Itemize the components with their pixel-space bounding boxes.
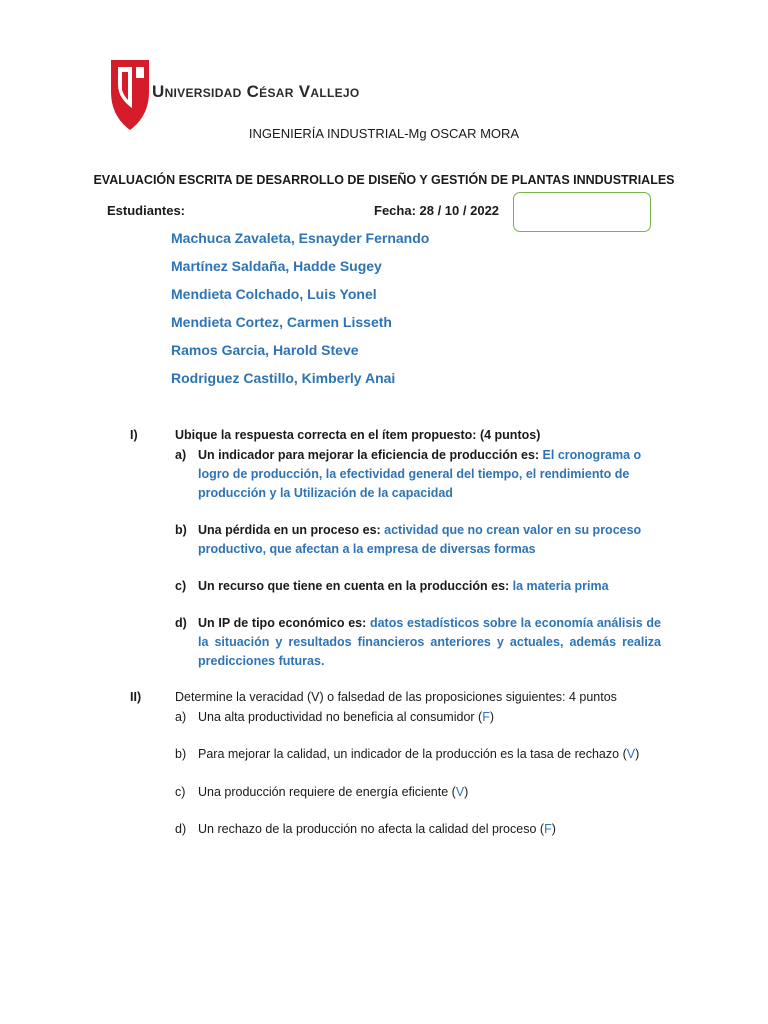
paren-close: ) [635, 747, 640, 761]
item-letter: d) [175, 616, 187, 630]
university-shield-icon [108, 58, 152, 132]
student-name: Ramos Garcia, Harold Steve [171, 342, 359, 358]
student-name: Machuca Zavaleta, Esnayder Fernando [171, 230, 430, 246]
university-name: Universidad César Vallejo [152, 82, 360, 101]
date-label: Fecha: 28 / 10 / 2022 [374, 203, 500, 218]
section-1-prompt: Ubique la respuesta correcta en el ítem propuesto: (4 puntos) [175, 428, 541, 442]
item-question: Un recurso que tiene en cuenta en la producción es: [198, 579, 513, 593]
section-1-item-b [175, 521, 661, 559]
student-name: Mendieta Colchado, Luis Yonel [171, 286, 377, 302]
true-false-answer: V [626, 747, 636, 761]
paren-close: ) [464, 785, 469, 799]
section-2-number: II) [130, 690, 142, 704]
item-answer: la materia prima [512, 579, 609, 593]
true-false-answer: F [544, 822, 552, 836]
section-2-item-d [175, 820, 661, 839]
section-1-item-a [175, 446, 661, 503]
item-letter: a) [175, 448, 187, 462]
paren-open: ( [448, 785, 456, 799]
students-label: Estudiantes: [107, 203, 186, 218]
item-answer: datos estadísticos sobre la economía análisis de la situación y resultados financieros anteriores y actuales, además realiza predicciones futuras. [198, 616, 661, 668]
paren-open: ( [474, 710, 483, 724]
subject-line: INGENIERÍA INDUSTRIAL-Mg OSCAR MORA [248, 126, 520, 141]
item-letter: c) [175, 785, 186, 799]
item-letter: b) [175, 523, 187, 537]
item-question: Un IP de tipo económico es: [198, 616, 370, 630]
student-name: Rodriguez Castillo, Kimberly Anai [171, 370, 396, 386]
paren-close: ) [551, 822, 556, 836]
paren-close: ) [489, 710, 495, 724]
item-letter: c) [175, 579, 187, 593]
item-statement: Para mejorar la calidad, un indicador de la producción es la tasa de rechazo [198, 747, 620, 761]
item-statement: Una producción requiere de energía eficiente [198, 785, 449, 799]
student-name: Martínez Saldaña, Hadde Sugey [171, 258, 382, 274]
section-2-item-c [175, 783, 661, 802]
item-answer: actividad que no crean valor en su proceso productivo, que afectan a la empresa de diversas formas [198, 523, 642, 556]
item-question: Un indicador para mejorar la eficiencia de producción es: [198, 448, 543, 462]
section-2-prompt: Determine la veracidad (V) o falsedad de las proposiciones siguientes: 4 puntos [175, 690, 617, 704]
section-1-number: I) [130, 428, 138, 442]
item-letter: b) [175, 747, 187, 761]
item-statement: Un rechazo de la producción no afecta la calidad del proceso [198, 822, 537, 836]
section-1-item-c [175, 577, 661, 596]
students-list [171, 229, 429, 397]
true-false-answer: V [455, 785, 465, 799]
item-letter: a) [175, 710, 187, 724]
item-answer: El cronograma o logro de producción, la efectividad general del tiempo, el rendimiento de producción y la Utilización de la capacidad [198, 448, 642, 500]
item-statement: Una alta productividad no beneficia al consumidor [198, 710, 475, 724]
grade-box [513, 192, 651, 232]
item-letter: d) [175, 822, 187, 836]
true-false-answer: F [482, 710, 490, 724]
student-name: Mendieta Cortez, Carmen Lisseth [171, 314, 392, 330]
section-1-item-d [175, 614, 661, 671]
paren-open: ( [536, 822, 545, 836]
section-2-item-b [175, 745, 661, 764]
paren-open: ( [619, 747, 627, 761]
section-2-item-a [175, 708, 661, 727]
item-question: Una pérdida en un proceso es: [198, 523, 385, 537]
exam-title: EVALUACIÓN ESCRITA DE DESARROLLO DE DISEÑO Y GESTIÓN DE PLANTAS INNDUSTRIALES [93, 173, 675, 187]
